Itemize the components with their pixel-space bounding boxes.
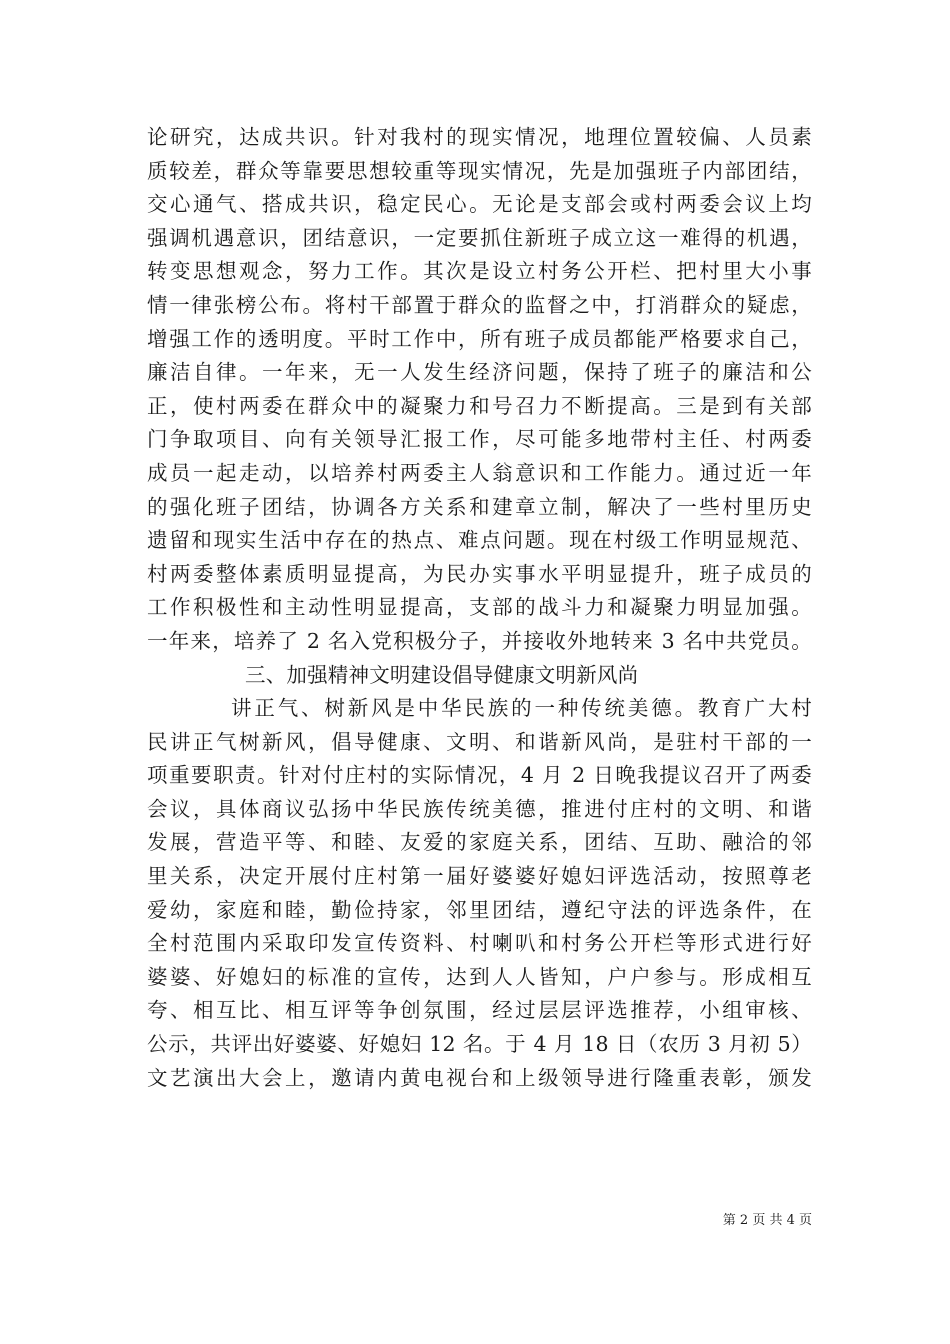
body-line: 转变思想观念，努力工作。其次是设立村务公开栏、把村里大小事 <box>147 259 812 284</box>
body-line: 廉洁自律。一年来，无一人发生经济问题，保持了班子的廉洁和公 <box>147 360 812 385</box>
section-line: 发展，营造平等、和睦、友爱的家庭关系，团结、互助、融洽的邻 <box>147 830 812 855</box>
section-line: 婆婆、好媳妇的标准的宣传，达到人人皆知，户户参与。形成相互 <box>147 964 812 989</box>
body-line: 交心通气、搭成共识，稳定民心。无论是支部会或村两委会议上均 <box>147 192 812 217</box>
section-line: 全村范围内采取印发宣传资料、村喇叭和村务公开栏等形式进行好 <box>147 931 812 956</box>
body-line: 情一律张榜公布。将村干部置于群众的监督之中，打消群众的疑虑， <box>147 292 812 317</box>
body-line: 成员一起走动，以培养村两委主人翁意识和工作能力。通过近一年 <box>147 460 812 485</box>
body-line: 强调机遇意识，团结意识，一定要抓住新班子成立这一难得的机遇， <box>147 225 812 250</box>
section-heading: 三、加强精神文明建设倡导健康文明新风尚 <box>245 662 639 687</box>
body-line: 的强化班子团结，协调各方关系和建章立制，解决了一些村里历史 <box>147 494 812 519</box>
section-line: 项重要职责。针对付庄村的实际情况，4 月 2 日晚我提议召开了两委 <box>147 763 812 788</box>
body-line: 村两委整体素质明显提高，为民办实事水平明显提升，班子成员的 <box>147 561 812 586</box>
body-line: 正，使村两委在群众中的凝聚力和号召力不断提高。三是到有关部 <box>147 393 812 418</box>
body-line: 工作积极性和主动性明显提高，支部的战斗力和凝聚力明显加强。 <box>147 595 812 620</box>
body-line: 论研究，达成共识。针对我村的现实情况，地理位置较偏、人员素 <box>147 125 812 149</box>
body-line: 门争取项目、向有关领导汇报工作，尽可能多地带村主任、村两委 <box>147 427 812 452</box>
section-line: 爱幼，家庭和睦，勤俭持家，邻里团结，遵纪守法的评选条件，在 <box>147 897 812 922</box>
body-line: 增强工作的透明度。平时工作中，所有班子成员都能严格要求自己， <box>147 326 812 351</box>
page-number-footer: 第 2 页 共 4 页 <box>722 1213 812 1228</box>
body-line: 质较差，群众等靠要思想较重等现实情况，先是加强班子内部团结， <box>147 158 812 183</box>
section-line: 夸、相互比、相互评等争创氛围，经过层层评选推荐，小组审核、 <box>147 998 812 1023</box>
section-line: 讲正气、树新风是中华民族的一种传统美德。教育广大村 <box>231 696 812 721</box>
section-line: 会议，具体商议弘扬中华民族传统美德，推进付庄村的文明、和谐 <box>147 796 812 821</box>
document-body <box>147 121 812 1095</box>
section-line: 里关系，决定开展付庄村第一届好婆婆好媳妇评选活动，按照尊老 <box>147 864 812 889</box>
section-line: 民讲正气树新风，倡导健康、文明、和谐新风尚，是驻村干部的一 <box>147 729 812 754</box>
section-line: 公示，共评出好婆婆、好媳妇 12 名。于 4 月 18 日（农历 3 月初 5） <box>147 1032 812 1057</box>
body-line: 遗留和现实生活中存在的热点、难点问题。现在村级工作明显规范、 <box>147 528 812 553</box>
body-line: 一年来，培养了 2 名入党积极分子，并接收外地转来 3 名中共党员。 <box>147 628 812 653</box>
section-line: 文艺演出大会上，邀请内黄电视台和上级领导进行隆重表彰，颁发 <box>147 1065 812 1090</box>
